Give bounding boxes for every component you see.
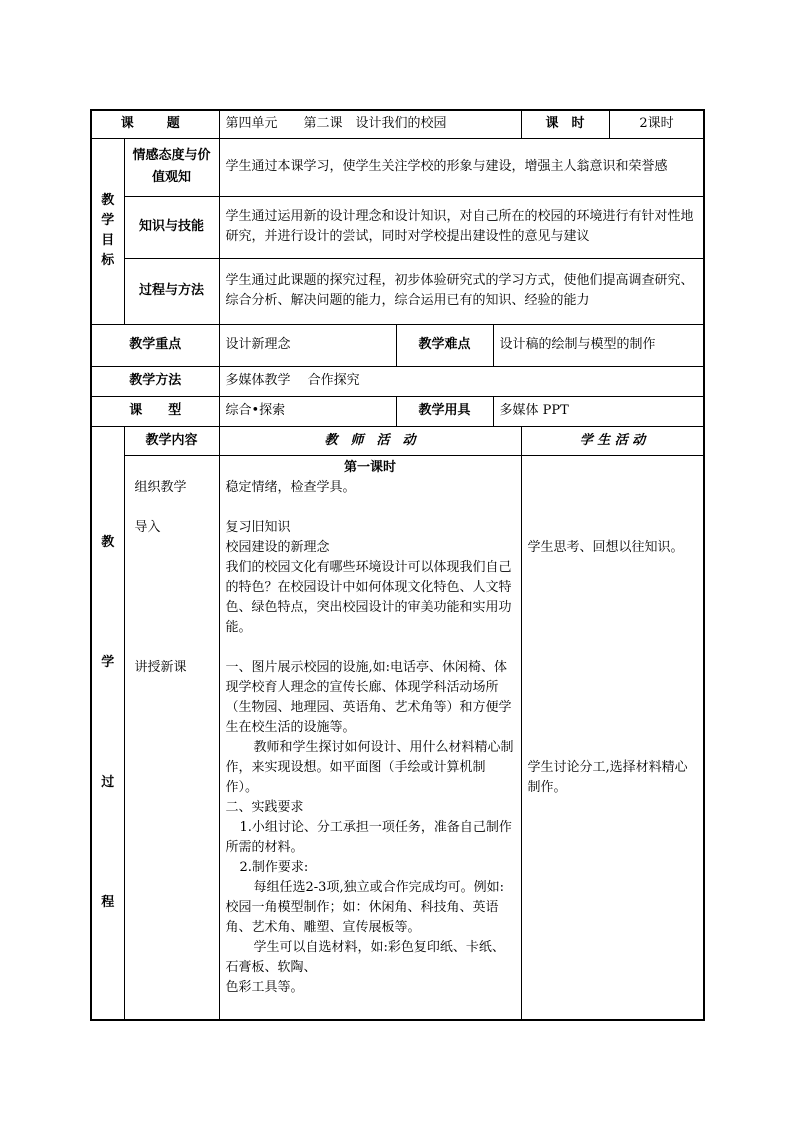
method-label: 教学方法 bbox=[91, 366, 219, 396]
title-label: 课 题 bbox=[91, 110, 219, 138]
tools-label: 教学用具 bbox=[396, 396, 493, 426]
col-content-header: 教学内容 bbox=[124, 426, 219, 455]
title-row bbox=[91, 110, 704, 138]
objective-text-process: 学生通过此课题的探究过程，初步体验研究式的学习方式，使他们提高调查研究、综合分析、解决问题的能力，综合运用已有的知识、经验的能力 bbox=[219, 258, 704, 324]
student-activity: 学生思考、回想以往知识。 bbox=[527, 539, 684, 555]
key-point-value: 设计新理念 bbox=[219, 324, 396, 366]
process-header-row bbox=[91, 426, 704, 455]
method-row bbox=[91, 366, 704, 396]
objective-label-attitude: 情感态度与价值观知 bbox=[124, 138, 219, 196]
content-item: 导入 bbox=[134, 519, 161, 535]
col-teacher-header: 教 师 活 动 bbox=[219, 426, 521, 455]
col-student-header: 学 生 活 动 bbox=[521, 426, 704, 455]
focus-row bbox=[91, 324, 704, 366]
hours-label: 课 时 bbox=[521, 110, 609, 138]
lesson-subtitle: 第一课时 bbox=[344, 459, 397, 475]
student-activity: 学生讨论分工,选择材料精心制作。 bbox=[527, 759, 688, 795]
student-column bbox=[521, 455, 704, 1020]
difficulty-label: 教学难点 bbox=[396, 324, 493, 366]
type-label: 课 型 bbox=[91, 396, 219, 426]
lesson-plan-table bbox=[90, 109, 705, 1021]
objective-label-knowledge: 知识与技能 bbox=[124, 196, 219, 258]
process-body-row bbox=[91, 455, 704, 1020]
key-point-label: 教学重点 bbox=[91, 324, 219, 366]
method-value: 多媒体教学 合作探究 bbox=[219, 366, 704, 396]
content-column bbox=[124, 455, 219, 1020]
objective-row bbox=[91, 196, 704, 258]
objective-text-knowledge: 学生通过运用新的设计理念和设计知识，对自己所在的校园的环境进行有针对性地研究，并进行设计的尝试，同时对学校提出建设性的意见与建议 bbox=[219, 196, 704, 258]
objective-text-attitude: 学生通过本课学习，使学生关注学校的形象与建设，增强主人翁意识和荣誉感 bbox=[219, 138, 704, 196]
type-row bbox=[91, 396, 704, 426]
content-item: 组织教学 bbox=[134, 479, 187, 495]
tools-value: 多媒体 PPT bbox=[493, 396, 704, 426]
content-item: 讲授新课 bbox=[134, 659, 187, 675]
objective-label-process: 过程与方法 bbox=[124, 258, 219, 324]
objective-row bbox=[91, 138, 704, 196]
objective-row bbox=[91, 258, 704, 324]
title-value: 第四单元 第二课 设计我们的校园 bbox=[219, 110, 521, 138]
process-group-label: 教 学 过 程 bbox=[91, 426, 124, 1020]
difficulty-value: 设计稿的绘制与模型的制作 bbox=[493, 324, 704, 366]
objectives-group-label: 教 学 目 标 bbox=[91, 138, 124, 324]
type-value: 综合•探索 bbox=[219, 396, 396, 426]
hours-value: 2课时 bbox=[609, 110, 704, 138]
teacher-column: 第一课时 稳定情绪，检查学具。 复习旧知识 校园建设的新理念 我们的校园文化有哪些环境设计可以体现我们自己的特色？在校园设计中如何体现文化特色、人文特色、绿色特点，突出校园设计的审美功能和实用功能。 一、图片展示校园的设施,如:电话亭、休闲椅、体现学校育人理念的宣传长廊、体现学科活动场所（生物园、地理园、英语角、艺术角等）和方便学生在校生活的设施等。 教师和学生探讨如何设计、用什么材料精心制作，来实现设想。如平面图（手绘或计算机制作）。 二、实践要求 1.小组讨论、分工承担一项任务，准备自己制作所需的材料。 2.制作要求: 每组任选2-3项,独立或合作完成均可。例如:校园一角模型制作；如：休闲角、科技角、英语角、艺术角、雕塑、宣传展板等。 学生可以自选材料，如:彩色复印纸、卡纸、石膏板、软陶、 色彩工具等。 bbox=[219, 455, 521, 1020]
